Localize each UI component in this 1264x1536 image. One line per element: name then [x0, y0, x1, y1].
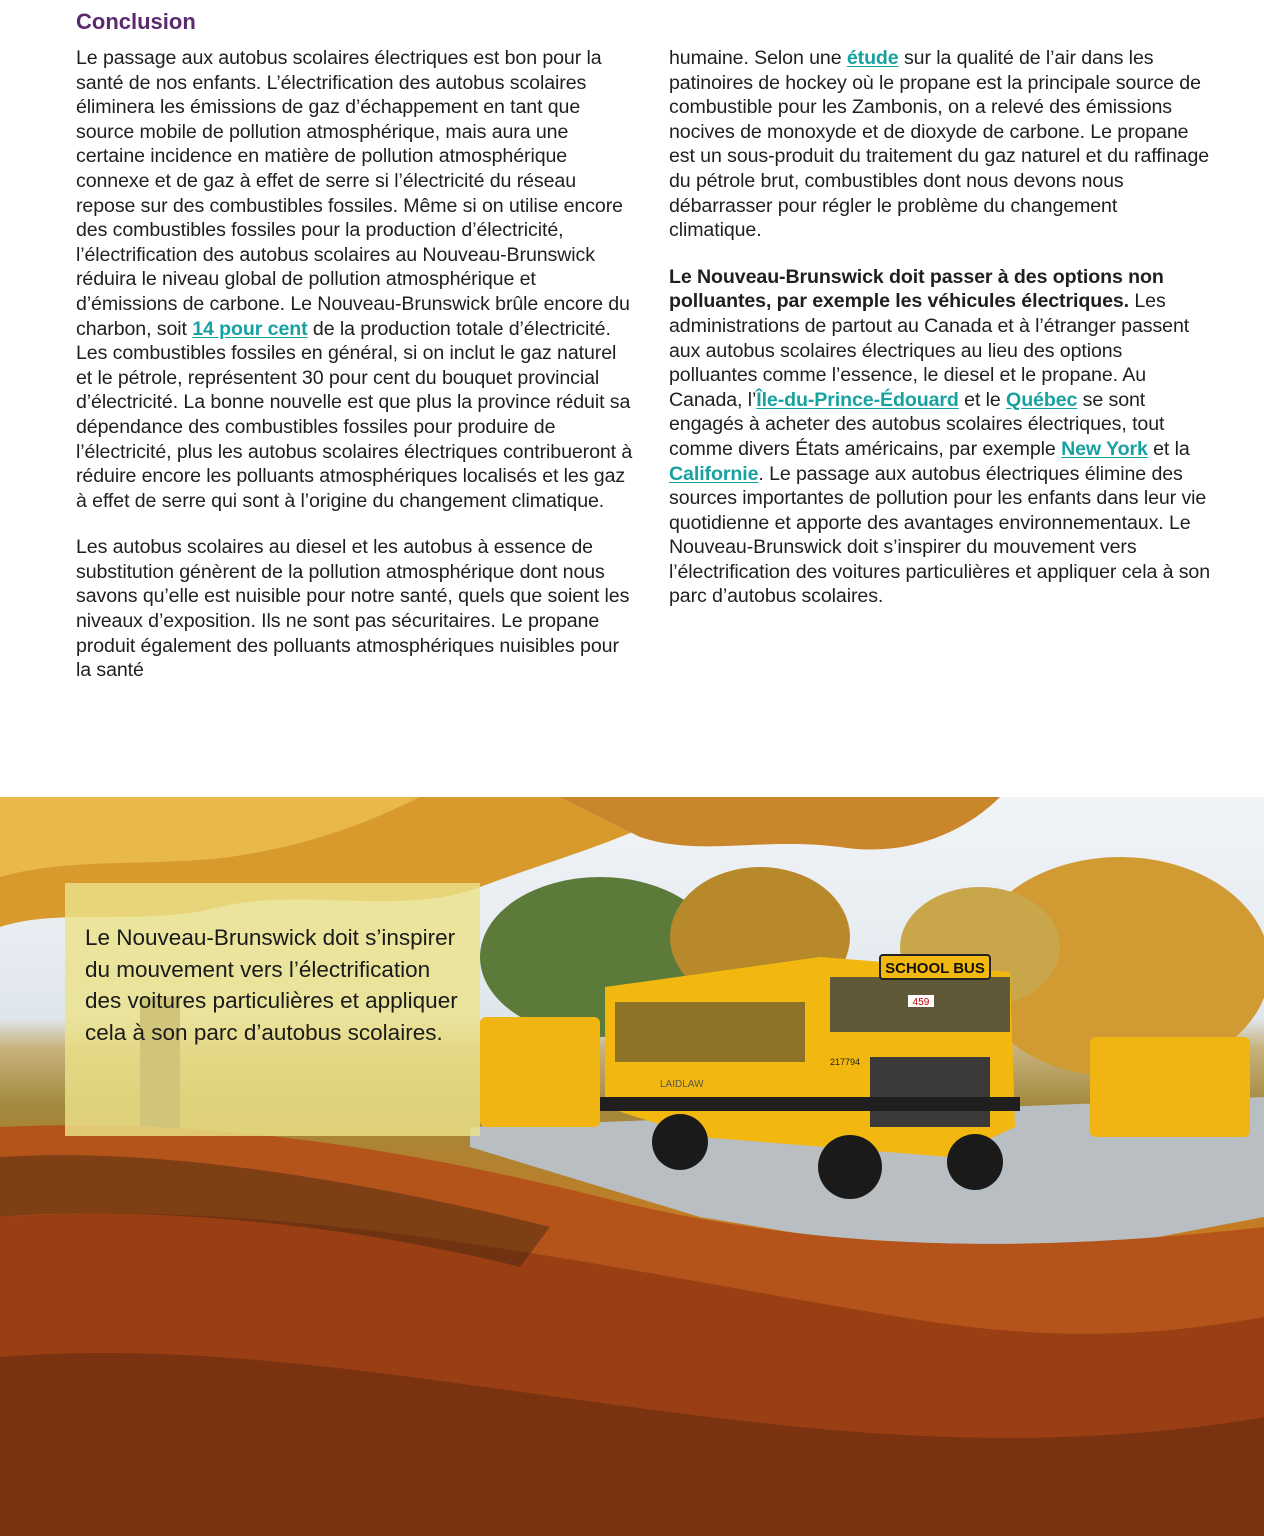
bus-fleet-id-text: 217794 [830, 1057, 861, 1067]
link-californie[interactable]: Californie [669, 462, 759, 485]
paragraph-recommendation [669, 265, 1214, 609]
paragraph-text: . Le passage aux autobus électriques élimine des sources importantes de pollution pour les enfants dans leur vie quotidienne et apporte des avantages environnementaux. Le Nouveau-Brunswick doit s’inspirer du mouvement vers l’électrification des voitures particulières et appliquer cela à son parc d’autobus scolaires. [669, 462, 1211, 608]
paragraph-text: Le passage aux autobus scolaires électriques est bon pour la santé de nos enfants. L’électrification des autobus scolaires éliminera les émissions de gaz d’échappement en tant que source mobile de pollution atmosphérique, mais aura une certaine incidence en matière de pollution atmosphérique connexe et de gaz à effet de serre si l’électricité du réseau repose sur des combustibles fossiles. Même si on utilise encore des combustibles fossiles pour la production d’électricité, l’électrification des autobus scolaires au Nouveau-Brunswick réduira le niveau global de pollution atmosphérique et d’émissions de carbone. Le Nouveau-Brunswick brûle encore du charbon, soit [76, 47, 630, 340]
paragraph-text: et le [958, 388, 1007, 411]
bus-sign-text: SCHOOL BUS [885, 960, 985, 977]
section-heading: Conclusion [76, 9, 196, 34]
paragraph-text: se sont engagés à acheter des autobus scolaires électriques, tout comme divers États américains, par exemple [669, 388, 1165, 460]
paragraph-text: humaine. Selon une [669, 47, 847, 69]
link-new-york[interactable]: New York [1061, 437, 1148, 460]
paragraph-diesel: Les autobus scolaires au diesel et les autobus à essence de substitution génèrent de la pollution atmosphérique dont nous savons qu’elle est nuisible pour notre santé, quels que soient les niveaux d’exposition. Ils ne sont pas sécuritaires. Le propane produit également des polluants atmosphériques nuisibles pour la santé [76, 536, 630, 682]
right-column [669, 46, 1214, 631]
link-14-pour-cent[interactable]: 14 pour cent [192, 317, 308, 340]
paragraph-text: Les administrations de partout au Canada et à l’étranger passent aux autobus scolaires électriques au lieu des options polluantes comme l’essence, le diesel et le propane. Au Canada, l’ [669, 290, 1190, 411]
paragraph-propane [669, 46, 1214, 243]
link-quebec[interactable]: Québec [1006, 388, 1078, 411]
bus-side-name-text: LAIDLAW [660, 1079, 704, 1090]
paragraph-lead: Le Nouveau-Brunswick doit passer à des options non polluantes, par exemple les véhicules électriques. [669, 265, 1164, 313]
paragraph-text: de la production totale d’électricité. Les combustibles fossiles en général, si on inclut le gaz naturel et le pétrole, représentent 30 pour cent du bouquet provincial d’électricité. La bonne nouvelle est que plus la province réduit sa dépendance des combustibles fossiles pour produire de l’électricité, plus les autobus scolaires électriques contribueront à réduire encore les polluants atmosphériques localisés et les gaz à effet de serre qui sont à l’origine du changement climatique. [76, 317, 633, 512]
bus-number-text: 459 [912, 997, 930, 1008]
paragraph-text: sur la qualité de l’air dans les patinoires de hockey où le propane est la principale source de combustible pour les Zambonis, on a relevé des émissions nocives de monoxyde et de dioxyde de carbone. Le propane est un sous-produit du traitement du gaz naturel et du raffinage du pétrole brut, combustibles dont nous devons nous débarrasser pour régler le problème du changement climatique. [669, 47, 1210, 242]
paragraph-text: et la [1147, 437, 1190, 460]
quote-callout-text: Le Nouveau-Brunswick doit s’inspirer du mouvement vers l’électrification des voitures particulières et appliquer cela à son parc d’autobus scolaires. [85, 925, 458, 1045]
bus-rear-body [480, 1017, 600, 1127]
paragraph-intro [76, 46, 636, 513]
left-column [76, 46, 636, 705]
bus-right-body [1090, 1037, 1250, 1137]
link-etude[interactable]: étude [846, 47, 899, 69]
link-ile-du-prince-edouard[interactable]: Île-du-Prince-Édouard [756, 388, 959, 411]
